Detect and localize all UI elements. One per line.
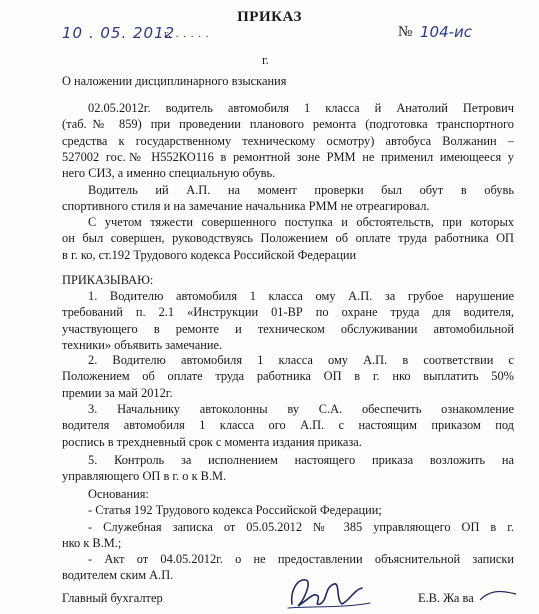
text-line: 1. Водителю автомобиля 1 класса ому А.П. за грубое нарушение [88, 289, 514, 303]
text-line: участвующего в ремонте и техническом обслуживании автомобильной [62, 321, 514, 336]
handwritten-date: 10 . 05. 2012 [62, 24, 176, 42]
order-item-3 [62, 401, 514, 450]
text-line: средства к государственному техническому осмотру) автобуса Волжанин – [62, 133, 514, 148]
text-line: него СИЗ, а именно специальную обувь. [62, 166, 276, 181]
text-line: управляющего ОП в г. о к В.М. [62, 469, 227, 484]
basis-label: Основания: [88, 487, 149, 501]
text-line: Водитель ий А.П. на момент проверки был обут в обувь [88, 183, 514, 197]
text-line: водителя автомобиля 1 класса ого А.П. с настоящим приказом под [62, 418, 514, 433]
document-title: ПРИКАЗ [237, 9, 302, 25]
text-line: спортивного стиля и на замечание начальника РММ не отреагировал. [62, 199, 430, 214]
order-item-1 [62, 288, 514, 353]
order-item-2 [62, 352, 514, 401]
city-line: г. [262, 53, 269, 67]
basis-item: нко к В.М.; [62, 535, 122, 550]
order-subject: О наложении дисциплинарного взыскания [62, 74, 287, 88]
text-line: (таб.№ 859) при проведении планового ремонта (подготовка транспортного [62, 117, 514, 132]
text-line: 02.05.2012г. водитель автомобиля 1 класса й Анатолий Петрович [88, 101, 514, 115]
signer-position: Главный бухгалтер [62, 591, 163, 605]
basis-item: - Акт от 04.05.2012г. о не предоставлении объяснительной записки [88, 552, 514, 567]
order-item-5 [62, 452, 514, 485]
text-line: С учетом тяжести совершенного поступка и обстоятельств, при которых [88, 215, 514, 229]
paragraph-grounds [62, 214, 514, 263]
paragraph-inspection [62, 182, 514, 215]
handwritten-order-number: 104-ис [420, 23, 473, 41]
text-line: техники» объявить замечание. [62, 337, 223, 352]
text-line: он был совершен, руководствуясь Положением об оплате труда работника ОП [62, 231, 514, 246]
text-line: в г. ко, ст.192 Трудового кодекса Российской Федерации [62, 247, 357, 262]
signer-name: Е.В. Жа ва [418, 591, 474, 605]
basis-item: - Статья 192 Трудового кодекса Российской Федерации; [88, 503, 382, 518]
signature-tail-mark [478, 586, 518, 606]
text-line: роспись в трехдневный срок с момента издания приказа. [62, 434, 362, 449]
text-line: премии за май 2012г. [62, 385, 173, 400]
handwritten-signature [284, 570, 374, 614]
text-line: Положением об оплате труда работника ОП в г. нко выплатить 50% [62, 369, 514, 384]
text-line: 527002 гос.№ Н552КО116 в ремонтной зоне РММ не применил имеющееся у [62, 149, 514, 164]
paragraph-incident [62, 100, 514, 181]
order-heading: ПРИКАЗЫВАЮ: [62, 273, 154, 287]
basis-item: - Служебная записка от 05.05.2012 № 385 управляющего ОП в г. [88, 519, 514, 534]
date-suffix: г. . . . . . [164, 28, 210, 40]
text-line: требований п. 2.1 «Инструкции 01-ВР по охране труда для водителя, [62, 305, 514, 320]
text-line: 3. Начальнику автоколонны ву С.А. обеспечить ознакомление [88, 402, 514, 416]
text-line: 5. Контроль за исполнением настоящего приказа возложить на [88, 453, 514, 467]
order-number-label: № [398, 24, 413, 40]
text-line: 2. Водителю автомобиля 1 класса ому А.П. в соответствии с [88, 353, 514, 367]
basis-item: водителем ским А.П. [62, 568, 174, 583]
